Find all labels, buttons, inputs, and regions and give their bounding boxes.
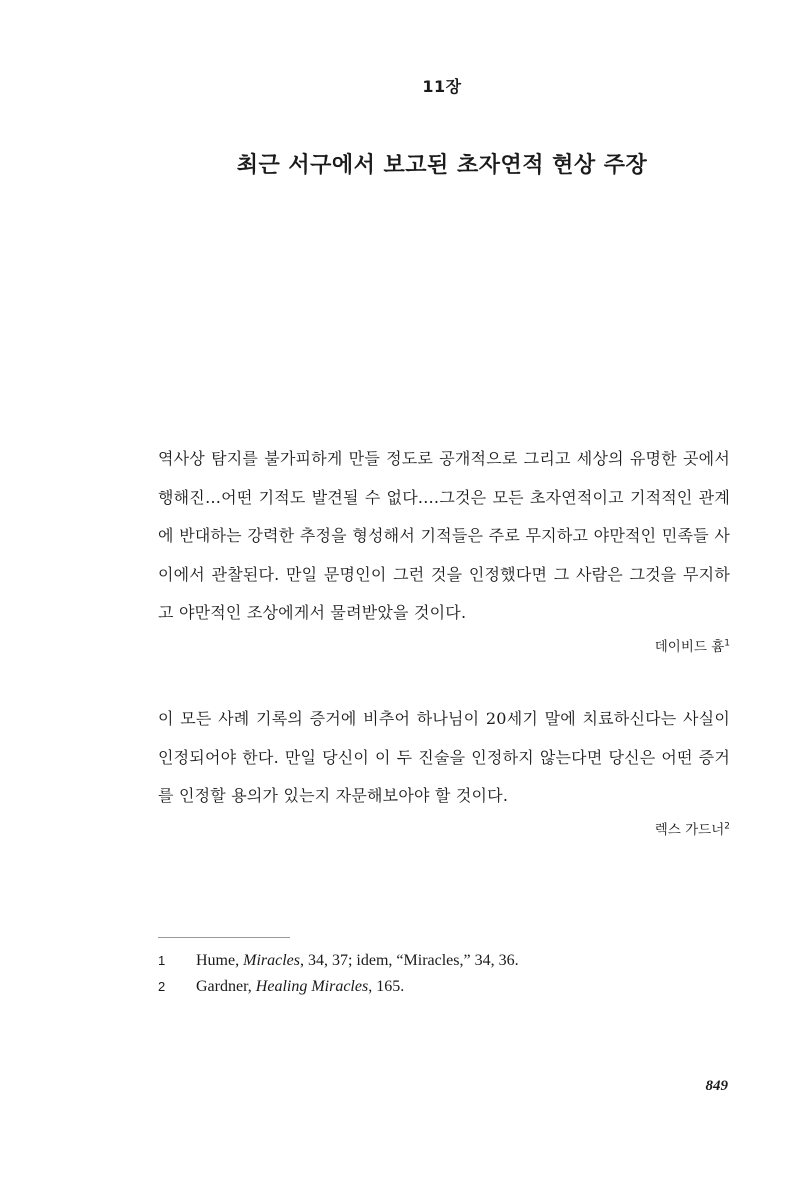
footnote [158,974,738,1000]
footnote-text [196,948,519,974]
epigraph-hume [158,440,730,655]
epigraph-gardner [158,700,730,838]
footnote-title: Miracles [243,952,300,969]
epigraph-text: 이 모든 사례 기록의 증거에 비추어 하나님이 20세기 말에 치료하신다는 사실이 인정되어야 한다. 만일 당신이 이 두 진술을 인정하지 않는다면 당신은 어떤 증거를 인정할 용의가 있는지 자문해보아야 할 것이다. [158,709,730,805]
footnotes [158,948,738,1000]
chapter-number: 11장 [422,77,462,96]
epigraph-attribution [158,635,730,655]
footnote-title: Healing Miracles [255,978,369,995]
footnote-pages: , 165. [368,978,405,995]
footnote-ref[interactable]: 2 [724,821,730,831]
chapter-title: 최근 서구에서 보고된 초자연적 현상 주장 [236,153,648,178]
footnote-author: Hume, [196,952,244,969]
page-number: 849 [705,1078,728,1094]
footnote-number: 1 [158,953,166,968]
epigraph-attribution [158,818,730,838]
footnote-text [196,974,404,1000]
footnote-ref[interactable]: 1 [724,638,730,648]
footnote [158,948,738,974]
attribution-author: 데이비드 흄 [654,638,725,655]
attribution-author: 렉스 가드너 [654,821,725,838]
footnote-divider [158,937,290,938]
epigraph-text: 역사상 탐지를 불가피하게 만들 정도로 공개적으로 그리고 세상의 유명한 곳에서 행해진…어떤 기적도 발견될 수 없다.…그것은 모든 초자연적이고 기적적인 관계에 반대하는 강력한 추정을 형성해서 기적들은 주로 무지하고 야만적인 민족들 사이에서 관찰된다. 만일 문명인이 그런 것을 인정했다면 그 사람은 그것을 무지하고 야만적인 조상에게서 물려받았을 것이다. [158,449,730,622]
footnote-number: 2 [158,979,166,994]
footnote-pages: , 34, 37; idem, “Miracles,” 34, 36. [299,952,519,969]
footnote-author: Gardner, [196,978,256,995]
